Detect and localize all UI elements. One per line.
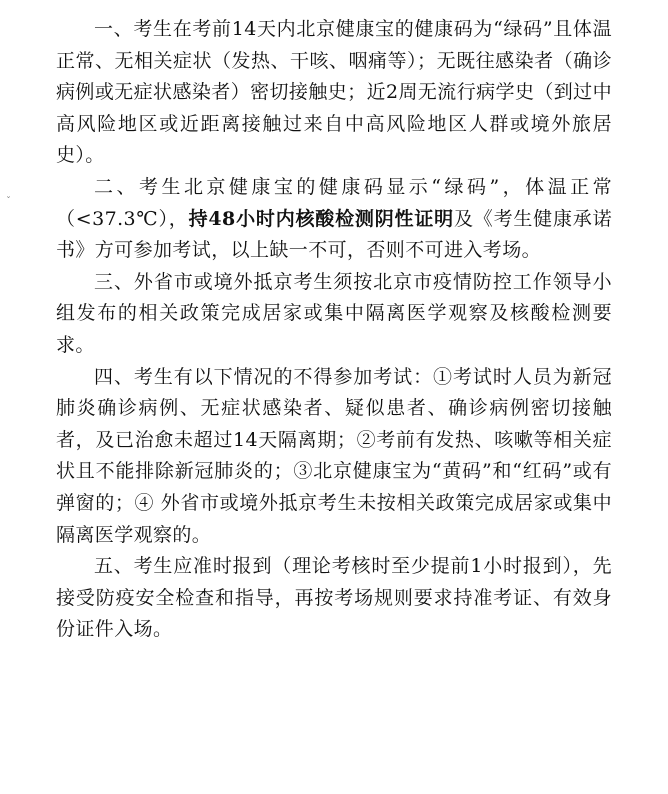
paragraph-4: 四、考生有以下情况的不得参加考试：①考试时人员为新冠肺炎确诊病例、无症状感染者、疑似患者、确诊病例密切接触者，及已治愈未超过14天隔离期；②考前有发热、咳嗽等相关症状且不能排除新冠肺炎的；③北京健康宝为“黄码”和“红码”或有弹窗的；④ 外省市或境外抵京考生未按相关政策完成居家或集中隔离医学观察的。 — [56, 365, 612, 546]
paragraph-1: 一、考生在考前14天内北京健康宝的健康码为“绿码”且体温正常、无相关症状（发热、干咳、咽痛等）；无既往感染者（确诊病例或无症状感染者）密切接触史；近2周无流行病学史（到过中高风险地区或近距离接触过来自中高风险地区人群或境外旅居史）。 — [56, 18, 612, 167]
document-body — [56, 14, 612, 646]
paragraph-2-tail: 及《考生健康承诺书》方可参加考试，以上缺一不可，否则不可进入考场。 — [56, 207, 612, 262]
paragraph-3: 三、外省市或境外抵京考生须按北京市疫情防控工作领导小组发布的相关政策完成居家或集中隔离医学观察及核酸检测要求。 — [56, 270, 612, 356]
paragraph-2 — [56, 172, 612, 267]
paragraph-5: 五、考生应准时报到（理论考核时至少提前1小时报到），先接受防疫安全检查和指导，再按考场规则要求持准考证、有效身份证件入场。 — [56, 555, 612, 641]
paragraph-2-lead: 二、考生北京健康宝的健康码显示“绿码”，体温正常（<37.3℃）， — [56, 175, 612, 230]
margin-mark: ˇ — [6, 196, 11, 207]
paragraph-2-bold: 持48小时内核酸检测阴性证明 — [188, 207, 454, 230]
